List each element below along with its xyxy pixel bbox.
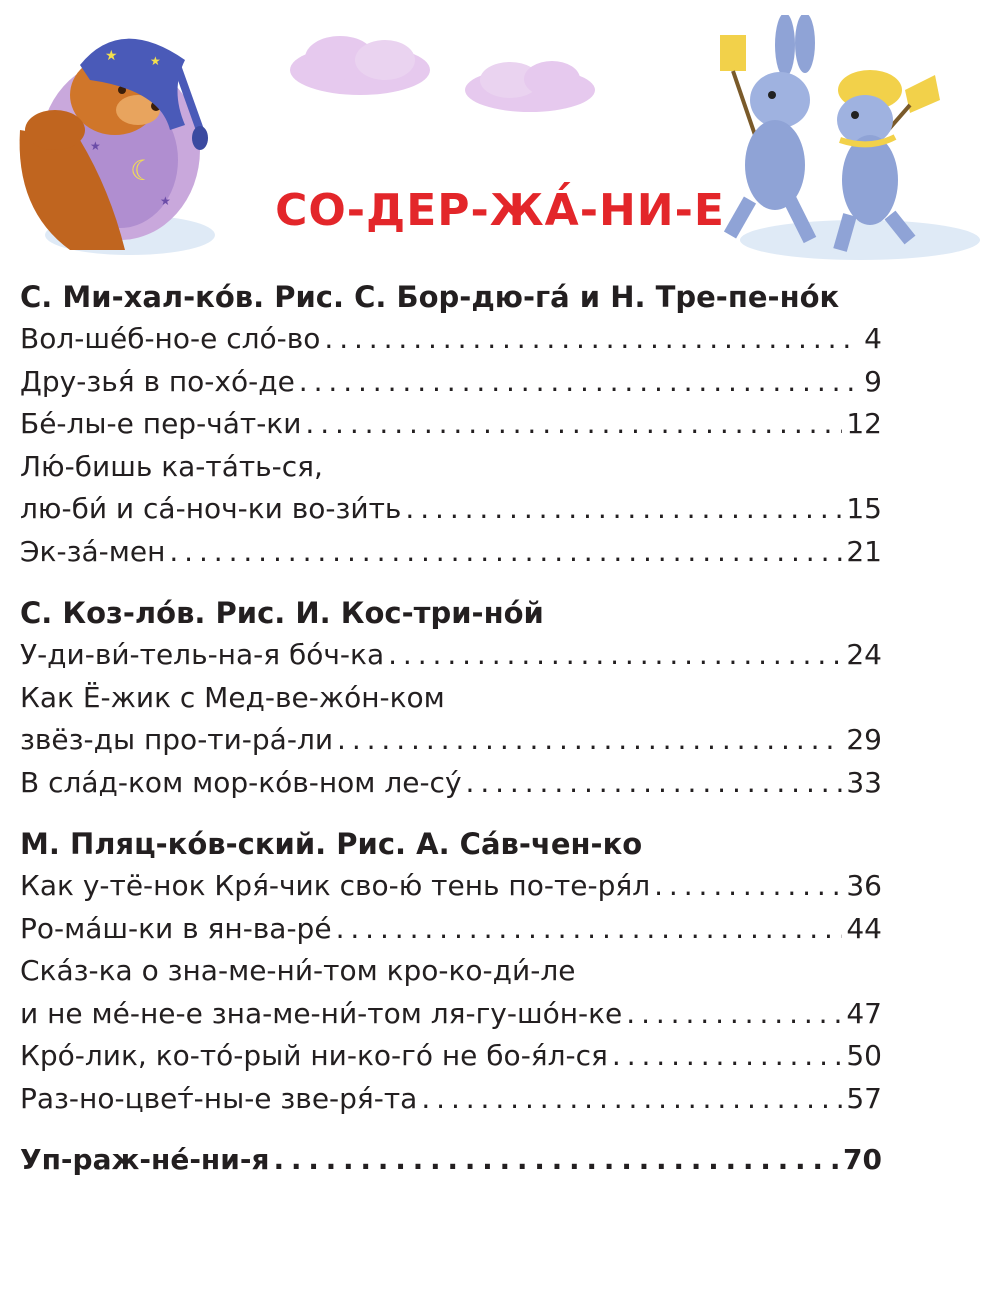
entry-title: Эк-за́-мен bbox=[20, 534, 166, 568]
exercises-entry[interactable] bbox=[20, 1139, 882, 1182]
svg-text:☾: ☾ bbox=[130, 154, 156, 187]
svg-text:★: ★ bbox=[105, 48, 118, 64]
page-number: 24 bbox=[846, 638, 882, 671]
dot-leader bbox=[626, 993, 842, 1036]
page-number: 4 bbox=[864, 322, 882, 355]
dot-leader bbox=[305, 403, 842, 446]
toc-section bbox=[20, 276, 882, 573]
entry-title: и не ме́-не-е зна-ме-ни́-том ля-гу-шо́н-ке bbox=[20, 996, 623, 1030]
dot-leader bbox=[169, 531, 842, 574]
table-of-contents bbox=[20, 276, 882, 1182]
dot-leader bbox=[336, 908, 843, 951]
page-number: 70 bbox=[843, 1143, 882, 1176]
dot-leader bbox=[612, 1035, 842, 1078]
entry-title: звёз-ды про-ти-ра́-ли bbox=[20, 723, 334, 756]
cloud-left-icon bbox=[285, 30, 435, 100]
entry-title-line1[interactable]: Лю́-бишь ка-та́ть-ся, bbox=[20, 449, 323, 483]
cloud-right-icon bbox=[460, 55, 600, 115]
page-number: 44 bbox=[846, 911, 882, 945]
svg-text:★: ★ bbox=[150, 54, 161, 68]
page-number: 29 bbox=[846, 723, 882, 756]
page-number: 47 bbox=[846, 996, 882, 1030]
page-number: 9 bbox=[864, 364, 882, 398]
section-heading: С. Ми-хал-ко́в. Рис. С. Бор-дю-га́ и Н. Тре-пе-но́к bbox=[20, 280, 840, 314]
entry-title: Как у-тё-нок Кря́-чик сво-ю́ тень по-те-ря́л bbox=[20, 869, 651, 902]
toc-entry[interactable] bbox=[20, 318, 882, 361]
toc-entry[interactable] bbox=[20, 1078, 882, 1121]
svg-text:★: ★ bbox=[160, 194, 171, 208]
entry-title-line1[interactable]: Как Ё-жик с Мед-ве-жо́н-ком bbox=[20, 680, 445, 714]
entry-title-line1[interactable]: Ска́з-ка о зна-ме-ни́-том кро-ко-ди́-ле bbox=[20, 954, 576, 987]
entry-title: В сла́д-ком мор-ко́в-ном ле-су́ bbox=[20, 765, 462, 799]
toc-entry[interactable] bbox=[20, 762, 882, 805]
toc-entry[interactable] bbox=[20, 403, 882, 446]
toc-entry[interactable] bbox=[20, 361, 882, 404]
toc-entry[interactable] bbox=[20, 908, 882, 951]
entry-title: Кро́-лик, ко-то́-рый ни-ко-го́ не бо-я́л-ся bbox=[20, 1039, 608, 1072]
section-heading: М. Пляц-ко́в-ский. Рис. А. Са́в-чен-ко bbox=[20, 827, 643, 861]
page-number: 15 bbox=[846, 492, 882, 525]
entry-title: Вол-ше́б-но-е сло́-во bbox=[20, 322, 321, 355]
dot-leader bbox=[466, 762, 843, 805]
toc-entry[interactable] bbox=[20, 634, 882, 677]
header-illustration bbox=[0, 0, 1000, 270]
toc-entry[interactable] bbox=[20, 1035, 882, 1078]
page-number: 57 bbox=[846, 1081, 882, 1115]
entry-title: У-ди-ви́-тель-на-я бо́ч-ка bbox=[20, 638, 385, 671]
page-number: 50 bbox=[846, 1039, 882, 1072]
toc-entry[interactable] bbox=[20, 488, 882, 531]
toc-section bbox=[20, 592, 882, 804]
entry-title: Уп-раж-не́-ни-я bbox=[20, 1143, 270, 1176]
section-heading: С. Коз-ло́в. Рис. И. Кос-три-но́й bbox=[20, 596, 544, 630]
dot-leader bbox=[421, 1078, 842, 1121]
dot-leader bbox=[324, 318, 860, 361]
svg-text:★: ★ bbox=[90, 139, 101, 153]
toc-entry[interactable] bbox=[20, 865, 882, 908]
dot-leader bbox=[654, 865, 842, 908]
toc-entry[interactable] bbox=[20, 719, 882, 762]
page-title: СО-ДЕР-ЖА́-НИ-Е bbox=[275, 185, 725, 236]
entry-title: лю-би́ и са́-ноч-ки во-зи́ть bbox=[20, 492, 402, 525]
dot-leader bbox=[388, 634, 842, 677]
page-number: 12 bbox=[846, 407, 882, 440]
page-number: 33 bbox=[846, 765, 882, 799]
entry-title: Ро-ма́ш-ки в ян-ва-ре́ bbox=[20, 911, 332, 945]
toc-section bbox=[20, 823, 882, 1120]
page-number: 36 bbox=[846, 869, 882, 902]
page-number: 21 bbox=[846, 534, 882, 568]
entry-title: Дру-зья́ в по-хо́-де bbox=[20, 364, 295, 398]
dot-leader bbox=[405, 488, 842, 531]
toc-entry[interactable] bbox=[20, 531, 882, 574]
dot-leader bbox=[337, 719, 842, 762]
dot-leader bbox=[299, 361, 860, 404]
toc-entry[interactable] bbox=[20, 993, 882, 1036]
entry-title: Бе́-лы-е пер-ча́т-ки bbox=[20, 407, 302, 440]
entry-title: Раз-но-цвет́-ны-е зве-ря́-та bbox=[20, 1081, 418, 1115]
dot-leader bbox=[274, 1139, 840, 1182]
